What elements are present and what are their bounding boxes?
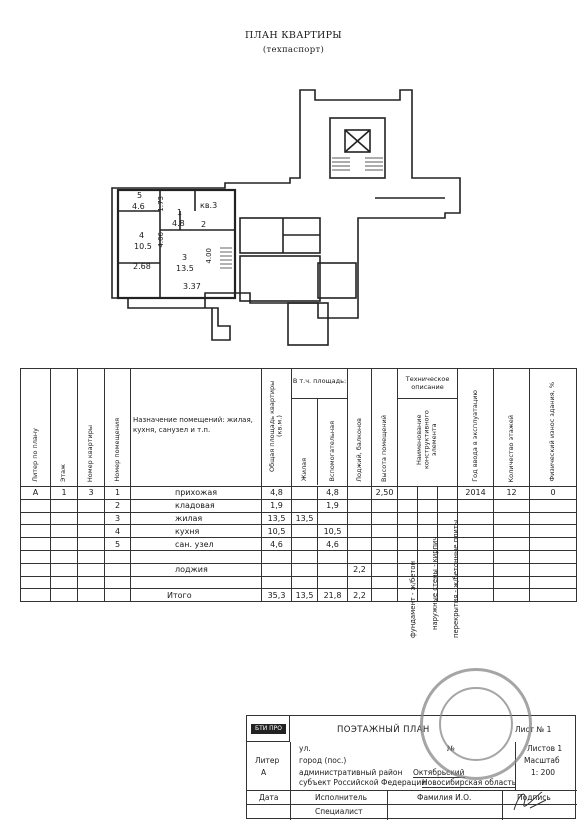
cell-wear	[530, 499, 577, 512]
cell-name: кухня	[131, 525, 262, 538]
cell-loggia	[348, 512, 372, 525]
cell-liter	[21, 512, 51, 525]
cell-loggia	[348, 550, 372, 563]
cell-year: 2014	[458, 487, 494, 500]
cell-floors	[494, 525, 530, 538]
specialist-label: Специалист	[315, 807, 363, 816]
cell-room	[105, 589, 131, 602]
cell-aux: 10,5	[318, 525, 348, 538]
dimension-label: 2.68	[133, 262, 151, 271]
cell-floors	[494, 512, 530, 525]
cell-year	[458, 563, 494, 576]
col-apt: Номер квартиры	[86, 424, 95, 482]
col-wear: Физический износ здания, %	[548, 382, 557, 482]
col-incl: В т.ч. площадь:	[292, 369, 347, 399]
cell-name: лоджия	[131, 563, 262, 576]
cell-living	[292, 550, 318, 563]
cell-aux: 21,8	[318, 589, 348, 602]
document-subtitle: (техпаспорт)	[262, 45, 325, 55]
cell-room	[105, 576, 131, 589]
cell-loggia	[348, 499, 372, 512]
col-aux: Вспомогательная	[327, 420, 336, 481]
cell-floors	[494, 550, 530, 563]
cell-height	[372, 589, 398, 602]
cell-year	[458, 550, 494, 563]
cell-wear	[530, 525, 577, 538]
cell-liter	[21, 563, 51, 576]
cell-height: 2,50	[372, 487, 398, 500]
cell-living	[292, 576, 318, 589]
cell-wear	[530, 589, 577, 602]
room-2-number: 2	[201, 220, 207, 229]
cell-floor	[51, 538, 78, 551]
district-value: Октябрьский	[413, 768, 465, 777]
dimension-label: 4.00	[205, 248, 213, 264]
cell-name	[131, 576, 262, 589]
room-1-area: 4.8	[172, 219, 185, 228]
room-spec-table	[20, 368, 577, 602]
bti-logo: БТИ ПРО	[251, 724, 286, 734]
subject-value: Новосибирская область	[422, 778, 517, 787]
cell-room: 1	[105, 487, 131, 500]
col-height: Высота помещений	[379, 415, 388, 482]
cell-name: кладовая	[131, 499, 262, 512]
cell-loggia	[348, 576, 372, 589]
table-row	[21, 576, 577, 589]
table-row	[21, 487, 577, 500]
table-row	[21, 538, 577, 551]
cell-name: сан. узел	[131, 538, 262, 551]
street-label: ул.	[299, 744, 311, 753]
cell-floor	[51, 576, 78, 589]
room-4-area: 10.5	[134, 242, 152, 251]
cell-aux: 4,6	[318, 538, 348, 551]
cell-room: 2	[105, 499, 131, 512]
cell-floors	[494, 576, 530, 589]
cell-aux	[318, 512, 348, 525]
dimension-label: 4.06	[157, 232, 165, 248]
cell-living: 13,5	[292, 512, 318, 525]
city-label: город (пос.)	[299, 756, 347, 765]
cell-floors	[494, 563, 530, 576]
cell-room	[105, 550, 131, 563]
col-year: Год ввода в эксплуатацию	[470, 390, 479, 482]
cell-liter	[21, 576, 51, 589]
cell-name: жилая	[131, 512, 262, 525]
table-row	[21, 550, 577, 563]
cell-floors	[494, 589, 530, 602]
cell-wear	[530, 538, 577, 551]
table-header-row	[21, 369, 577, 487]
cell-total	[262, 563, 292, 576]
table-row	[21, 512, 577, 525]
cell-name: Итого	[131, 589, 262, 602]
cell-wear: 0	[530, 487, 577, 500]
cell-year	[458, 538, 494, 551]
liter-label: Литер	[255, 756, 280, 765]
cell-struct	[398, 487, 418, 500]
cell-wear	[530, 563, 577, 576]
cell-total: 10,5	[262, 525, 292, 538]
cell-floors	[494, 538, 530, 551]
col-tech: Техническое описание	[398, 369, 457, 399]
cell-wear	[530, 550, 577, 563]
cell-living: 13,5	[292, 589, 318, 602]
cell-floor	[51, 499, 78, 512]
cell-apt	[78, 538, 105, 551]
cell-room: 5	[105, 538, 131, 551]
cell-loggia	[348, 487, 372, 500]
room-1-number: 1	[177, 208, 183, 217]
floor-plan	[100, 78, 480, 348]
cell-aux	[318, 563, 348, 576]
cell-living	[292, 563, 318, 576]
date-label: Дата	[259, 793, 279, 802]
room-5-number: 5	[137, 191, 143, 200]
col-liter: Литер по плану	[30, 428, 39, 482]
balcony-label: кв.3	[200, 201, 218, 210]
struct-foundation: фундамент - ж/бетон	[409, 561, 417, 638]
cell-liter	[21, 525, 51, 538]
room-4-number: 4	[139, 231, 145, 240]
stamp-title: ПОЭТАЖНЫЙ ПЛАН	[337, 725, 430, 735]
cell-floor	[51, 550, 78, 563]
room-3-number: 3	[182, 253, 188, 262]
cell-floor: 1	[51, 487, 78, 500]
cell-total: 4,8	[262, 487, 292, 500]
struct-slabs: перекрытия - ж/бетонные плиты	[452, 519, 460, 638]
cell-apt	[78, 499, 105, 512]
cell-apt	[78, 576, 105, 589]
scale-label: Масштаб	[524, 756, 560, 765]
signature-label: Подпись	[517, 793, 551, 802]
cell-height	[372, 538, 398, 551]
cell-floor	[51, 512, 78, 525]
table-row	[21, 563, 577, 576]
cell-floor	[51, 563, 78, 576]
cell-liter: А	[21, 487, 51, 500]
cell-loggia	[348, 525, 372, 538]
round-seal	[420, 668, 532, 780]
number-label: №	[447, 744, 455, 753]
col-total: Общая площадь квартиры (кв.м.)	[268, 380, 284, 472]
cell-floors: 12	[494, 487, 530, 500]
cell-height	[372, 525, 398, 538]
cell-loggia: 2,2	[348, 563, 372, 576]
cell-apt	[78, 563, 105, 576]
cell-liter	[21, 538, 51, 551]
cell-name: прихожая	[131, 487, 262, 500]
struct-walls: наружные стены - кирпич	[431, 536, 439, 630]
cell-total: 4,6	[262, 538, 292, 551]
cell-living	[292, 538, 318, 551]
cell-loggia: 2,2	[348, 589, 372, 602]
cell-height	[372, 499, 398, 512]
cell-floor	[51, 525, 78, 538]
district-label: административный район	[299, 768, 403, 777]
cell-height	[372, 576, 398, 589]
cell-height	[372, 512, 398, 525]
cell-apt	[78, 512, 105, 525]
cell-apt: 3	[78, 487, 105, 500]
room-3-area: 13.5	[176, 264, 194, 273]
cell-apt	[78, 589, 105, 602]
signature-scribble	[510, 786, 550, 816]
room-5-area: 4.6	[132, 202, 145, 211]
cell-aux: 1,9	[318, 499, 348, 512]
cell-living	[292, 487, 318, 500]
dimension-label: 3.37	[183, 282, 201, 291]
cell-year	[458, 589, 494, 602]
col-loggia: Лоджий, балконов	[354, 418, 363, 482]
cell-name	[131, 550, 262, 563]
cell-apt	[78, 550, 105, 563]
scale-value: 1: 200	[531, 768, 555, 777]
cell-aux	[318, 576, 348, 589]
cell-total: 13,5	[262, 512, 292, 525]
table-row	[21, 589, 577, 602]
cell-living	[292, 525, 318, 538]
name-label: Фамилия И.О.	[417, 793, 472, 802]
col-purpose: Назначение помещений: жилая, кухня, санузел и т.п.	[131, 369, 262, 487]
cell-room: 3	[105, 512, 131, 525]
cell-living	[292, 499, 318, 512]
cell-total: 35,3	[262, 589, 292, 602]
cell-floor	[51, 589, 78, 602]
sheet-number: Лист № 1	[515, 725, 552, 734]
cell-height	[372, 550, 398, 563]
col-living: Жилая	[299, 457, 308, 481]
cell-aux	[318, 550, 348, 563]
cell-total	[262, 550, 292, 563]
table-row	[21, 499, 577, 512]
cell-struct	[418, 487, 438, 500]
cell-apt	[78, 525, 105, 538]
cell-floors	[494, 499, 530, 512]
liter-value: А	[261, 768, 267, 777]
col-struct: Наименование конструктивного элемента	[415, 410, 439, 470]
cell-wear	[530, 512, 577, 525]
cell-aux: 4,8	[318, 487, 348, 500]
cell-liter	[21, 550, 51, 563]
cell-year	[458, 576, 494, 589]
cell-room	[105, 563, 131, 576]
document-title: ПЛАН КВАРТИРЫ	[245, 30, 342, 41]
cell-wear	[530, 576, 577, 589]
subject-label: субъект Российской Федерации	[299, 778, 427, 787]
executor-label: Исполнитель	[315, 793, 367, 802]
col-floor: Этаж	[59, 463, 68, 482]
table-row	[21, 525, 577, 538]
cell-loggia	[348, 538, 372, 551]
cell-total	[262, 576, 292, 589]
cell-total: 1,9	[262, 499, 292, 512]
col-room: Номер помещения	[112, 418, 121, 482]
col-floors: Количество этажей	[506, 414, 515, 482]
sheets-count: Листов 1	[527, 744, 563, 753]
cell-year	[458, 499, 494, 512]
dimension-label: 1.73	[157, 196, 165, 212]
cell-year	[458, 512, 494, 525]
cell-liter	[21, 589, 51, 602]
cell-liter	[21, 499, 51, 512]
cell-room: 4	[105, 525, 131, 538]
cell-year	[458, 525, 494, 538]
cell-height	[372, 563, 398, 576]
